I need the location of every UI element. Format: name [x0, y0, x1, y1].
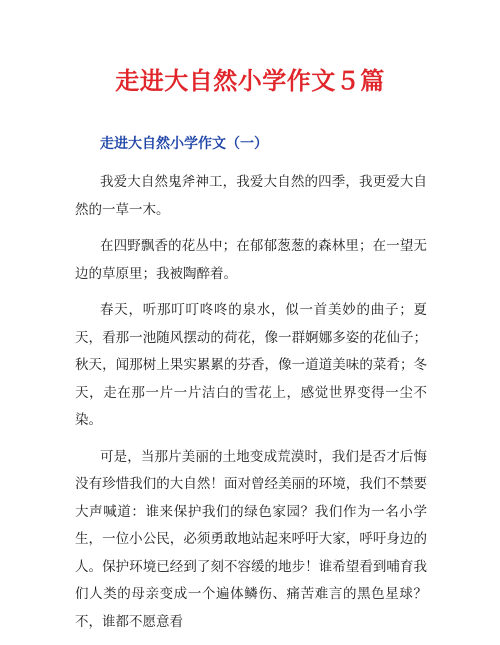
paragraph: 春天，听那叮叮咚咚的泉水，似一首美妙的曲子；夏天，看那一池随风摆动的荷花，像一群婀娜多姿的花仙子；秋天，闻那树上果实累累的芬香，像一道道美味的菜肴；冬天，走在那一片一片洁白的雪花上，感觉世界变得一尘不染。 — [75, 302, 427, 428]
document-title: 走进大自然小学作文５篇 — [115, 67, 385, 95]
paragraph: 在四野飘香的花丛中；在郁郁葱葱的森林里；在一望无边的草原里；我被陶醉着。 — [75, 238, 427, 282]
paragraph: 我爱大自然鬼斧神工，我爱大自然的四季，我更爱大自然的一草一木。 — [75, 174, 427, 218]
paragraph: 可是，当那片美丽的土地变成荒漠时，我们是否才后悔没有珍惜我们的大自然！面对曾经美丽的环境，我们不禁要大声喊道：谁来保护我们的绿色家园？我们作为一名小学生，一位小公民，必须勇敢地站起来呼吁大家，呼吁身边的人。保护环境已经到了刻不容缓的地步！谁希望看到哺育我们人类的母亲变成一个遍体鳞伤、痛苦难言的黑色星球？不，谁都不愿意看 — [75, 448, 427, 630]
essay-body — [75, 169, 427, 645]
section-heading: 走进大自然小学作文（一） — [100, 136, 268, 152]
